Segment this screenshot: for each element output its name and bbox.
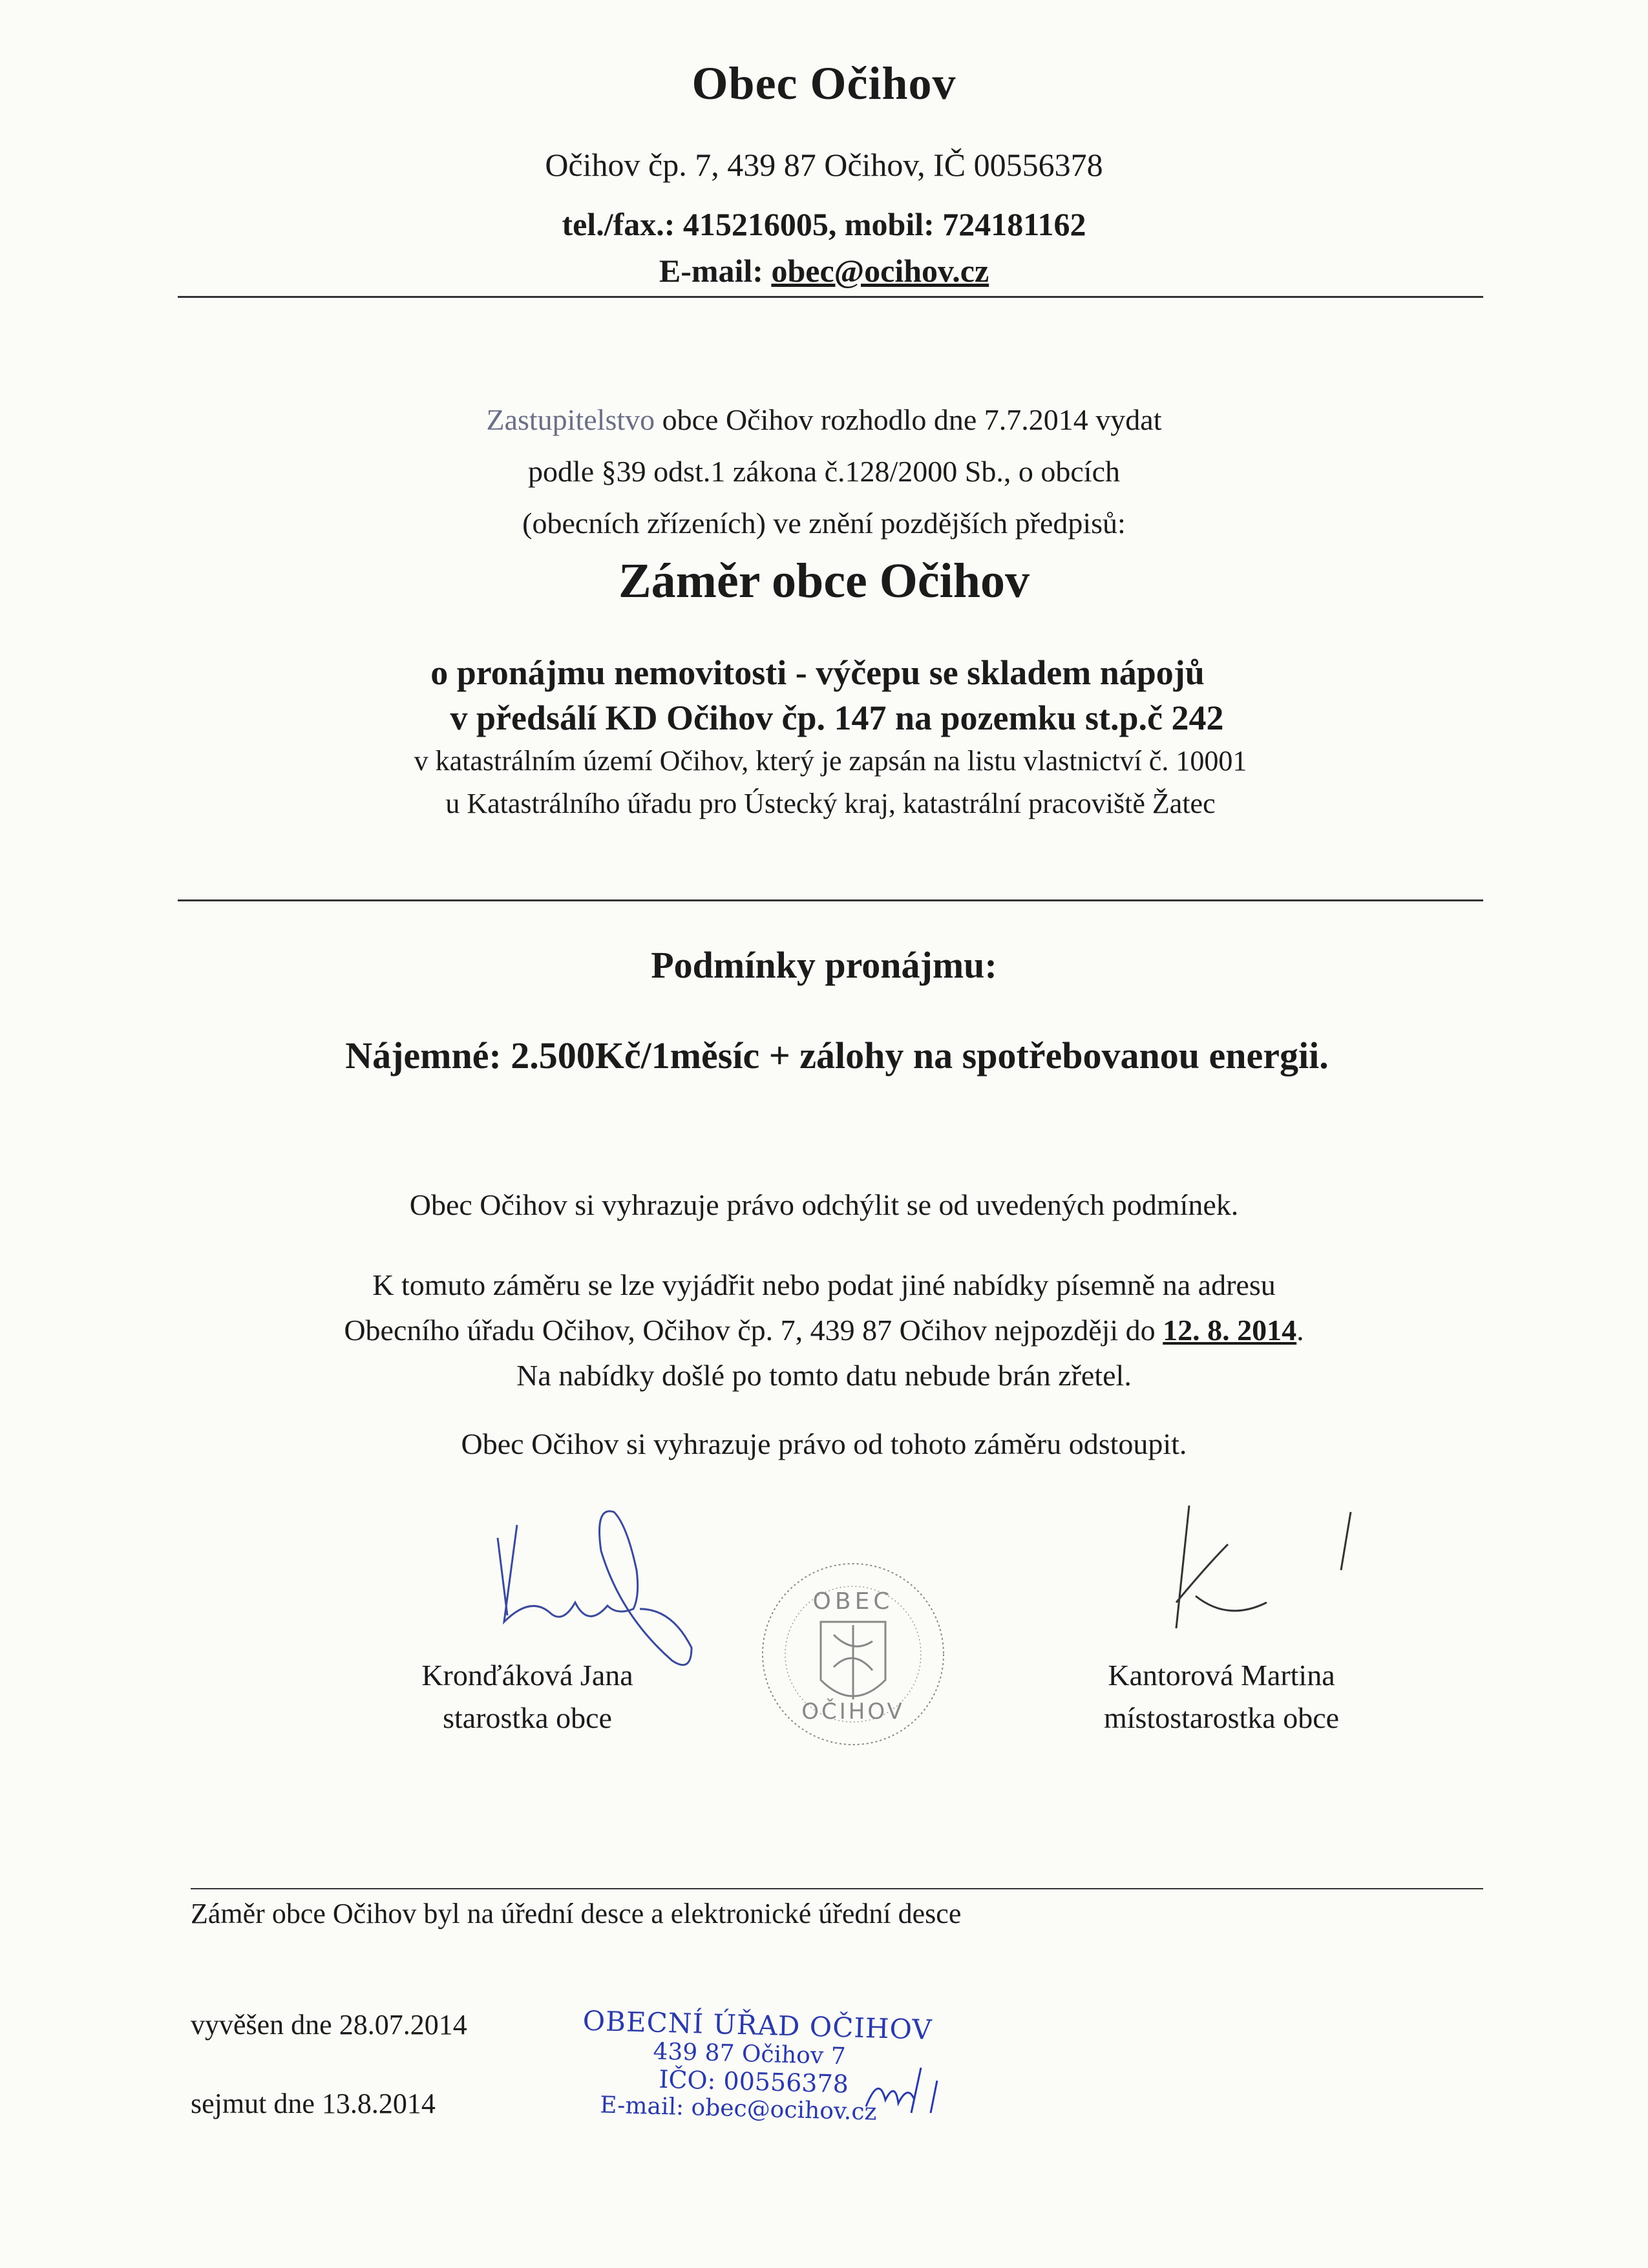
offers-line-2 xyxy=(0,1308,1648,1353)
offers-line-1: K tomuto záměru se lze vyjádřit nebo podat jiné nabídky písemně na adresu xyxy=(372,1268,1276,1301)
email-label: E-mail: xyxy=(659,253,772,289)
email-line xyxy=(0,252,1648,289)
seal-bottom-text: OČIHOV xyxy=(801,1699,905,1725)
stamp-line-1: OBECNÍ ÚŘAD OČIHOV xyxy=(582,2004,933,2046)
reserve-right-text: Obec Očihov si vyhrazuje právo odchýlit se od uvedených podmínek. xyxy=(409,1188,1239,1221)
signatory-left-role: starostka obce xyxy=(443,1701,612,1734)
offers-line-3: Na nabídky došlé po tomto datu nebude brán zřetel. xyxy=(516,1359,1132,1392)
intro-line-1 xyxy=(0,394,1648,446)
seal-top-text: OBEC xyxy=(812,1588,894,1615)
withdraw-right-text: Obec Očihov si vyhrazuje právo od tohoto záměru odstoupit. xyxy=(461,1427,1187,1460)
intro-line-2: podle §39 odst.1 zákona č.128/2000 Sb., o obcích xyxy=(527,455,1121,488)
municipality-address: Očihov čp. 7, 439 87 Očihov, IČ 00556378 xyxy=(545,147,1103,183)
offers-deadline: 12. 8. 2014 xyxy=(1163,1314,1297,1347)
cadastre-line-1: v katastrálním území Očihov, který je zapsán na listu vlastnictví č. 10001 xyxy=(414,745,1247,777)
subject-line-2: v předsálí KD Očihov čp. 147 na pozemku st.p.č 242 xyxy=(450,698,1224,737)
offers-line-2-prefix: Obecního úřadu Očihov, Očihov čp. 7, 439 87 Očihov nejpozději do xyxy=(344,1314,1163,1347)
signatory-right-role: místostarostka obce xyxy=(1103,1701,1340,1734)
signatory-left xyxy=(366,1654,689,1739)
signatory-left-name: Kronďáková Jana xyxy=(421,1659,633,1692)
intro-faded-word: Zastupitelstvo xyxy=(486,403,655,436)
cadastre-line-2: u Katastrálního úřadu pro Ústecký kraj, katastrální pracoviště Žatec xyxy=(445,788,1216,819)
stamp-initials xyxy=(860,2061,956,2119)
signature-right xyxy=(1112,1486,1383,1628)
email-link[interactable]: obec@ocihov.cz xyxy=(771,253,989,289)
signatory-right-name: Kantorová Martina xyxy=(1108,1659,1335,1692)
stamp-line-3: IČO: 00556378 xyxy=(658,2064,849,2099)
stamp-line-2: 439 87 Očihov 7 xyxy=(652,2038,847,2070)
intent-title: Záměr obce Očihov xyxy=(618,554,1030,608)
footer-divider xyxy=(191,1888,1483,1889)
intro-line-1-rest: obce Očihov rozhodlo dne 7.7.2014 vydat xyxy=(655,403,1162,436)
intro-paragraph xyxy=(0,394,1648,549)
offers-paragraph xyxy=(0,1263,1648,1398)
rent-line: Nájemné: 2.500Kč/1měsíc + zálohy na spotřebovanou energii. xyxy=(345,1034,1329,1076)
municipal-seal xyxy=(756,1557,950,1751)
posted-note: Záměr obce Očihov byl na úřední desce a elektronické úřední desce xyxy=(191,1898,962,1929)
removed-on-date: sejmut dne 13.8.2014 xyxy=(191,2088,436,2119)
phone-line: tel./fax.: 415216005, mobil: 724181162 xyxy=(562,206,1086,242)
intro-line-3: (obecních zřízeních) ve znění pozdějších předpisů: xyxy=(522,507,1126,540)
signatory-right xyxy=(1060,1654,1383,1739)
municipality-title: Obec Očihov xyxy=(692,58,956,109)
subject-line-1: o pronájmu nemovitosti - výčepu se skladem nápojů xyxy=(430,653,1205,692)
header-divider xyxy=(178,296,1483,298)
section-divider xyxy=(178,899,1483,901)
stamp-line-4: E-mail: obec@ocihov.cz xyxy=(599,2092,878,2126)
offers-line-2-suffix: . xyxy=(1296,1314,1304,1347)
conditions-title: Podmínky pronájmu: xyxy=(651,944,997,986)
signature-left xyxy=(478,1499,750,1674)
posted-on-date: vyvěšen dne 28.07.2014 xyxy=(191,2009,467,2041)
